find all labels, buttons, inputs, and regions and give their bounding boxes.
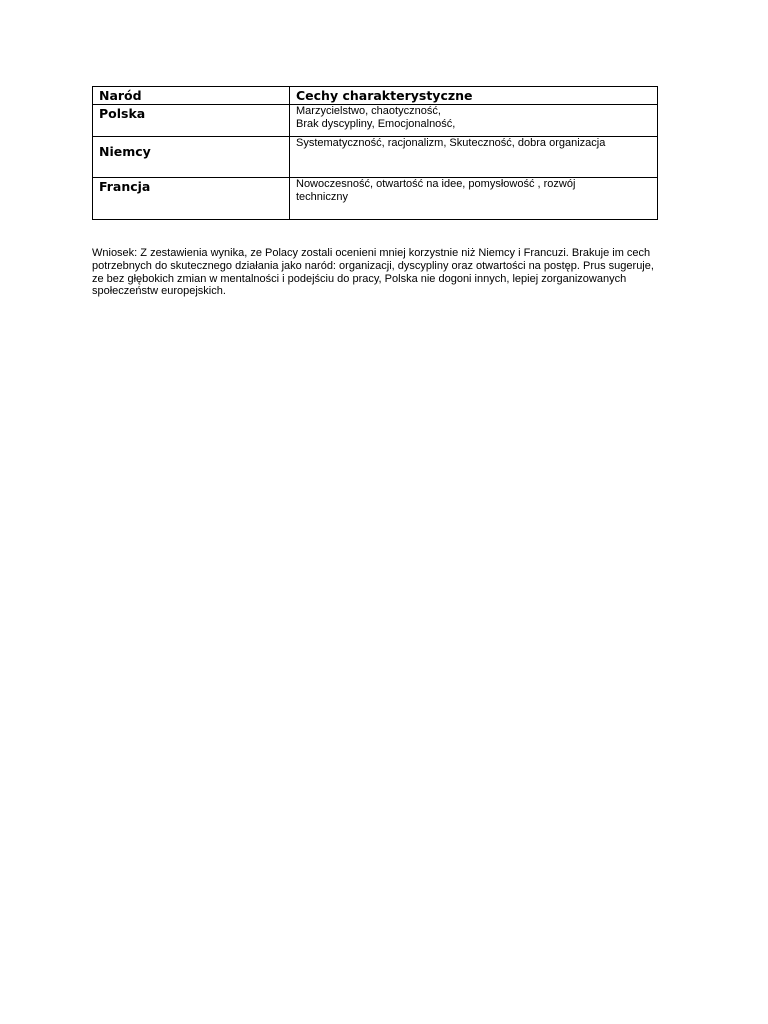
- header-traits: Cechy charakterystyczne: [290, 87, 658, 105]
- nations-traits-table: [92, 86, 658, 220]
- traits-cell: [290, 178, 658, 220]
- table-header-row: [93, 87, 658, 105]
- nation-cell: [93, 137, 290, 178]
- conclusion-paragraph: Wniosek: Z zestawienia wynika, ze Polacy zostali ocenieni mniej korzystnie niż Niemcy i Francuzi. Brakuje im cech potrzebnych do skutecznego działania jako naród: organizacji, dyscypliny oraz otwartości na postęp. Prus sugeruje, ze bez głębokich zmian w mentalności i podejściu do pracy, Polska nie dogoni innych, lepiej zorganizowanych społeczeństw europejskich.: [92, 247, 654, 298]
- table-row: [93, 105, 658, 137]
- nation-cell: Francja: [93, 178, 290, 220]
- nation-label: Niemcy: [99, 144, 151, 159]
- traits-line: techniczny: [296, 190, 348, 203]
- table-row: [93, 178, 658, 220]
- traits-line: Systematyczność, racjonalizm, Skuteczność, dobra organizacja: [296, 137, 606, 149]
- traits-cell: [290, 137, 658, 178]
- traits-line: Marzycielstwo, chaotyczność,: [296, 105, 441, 117]
- table-row: [93, 137, 658, 178]
- header-nation: Naród: [93, 87, 290, 105]
- nation-cell: Polska: [93, 105, 290, 137]
- traits-line: Brak dyscypliny, Emocjonalność,: [296, 117, 456, 130]
- traits-line: Nowoczesność, otwartość na idee, pomysłowość , rozwój: [296, 178, 576, 190]
- traits-cell: [290, 105, 658, 137]
